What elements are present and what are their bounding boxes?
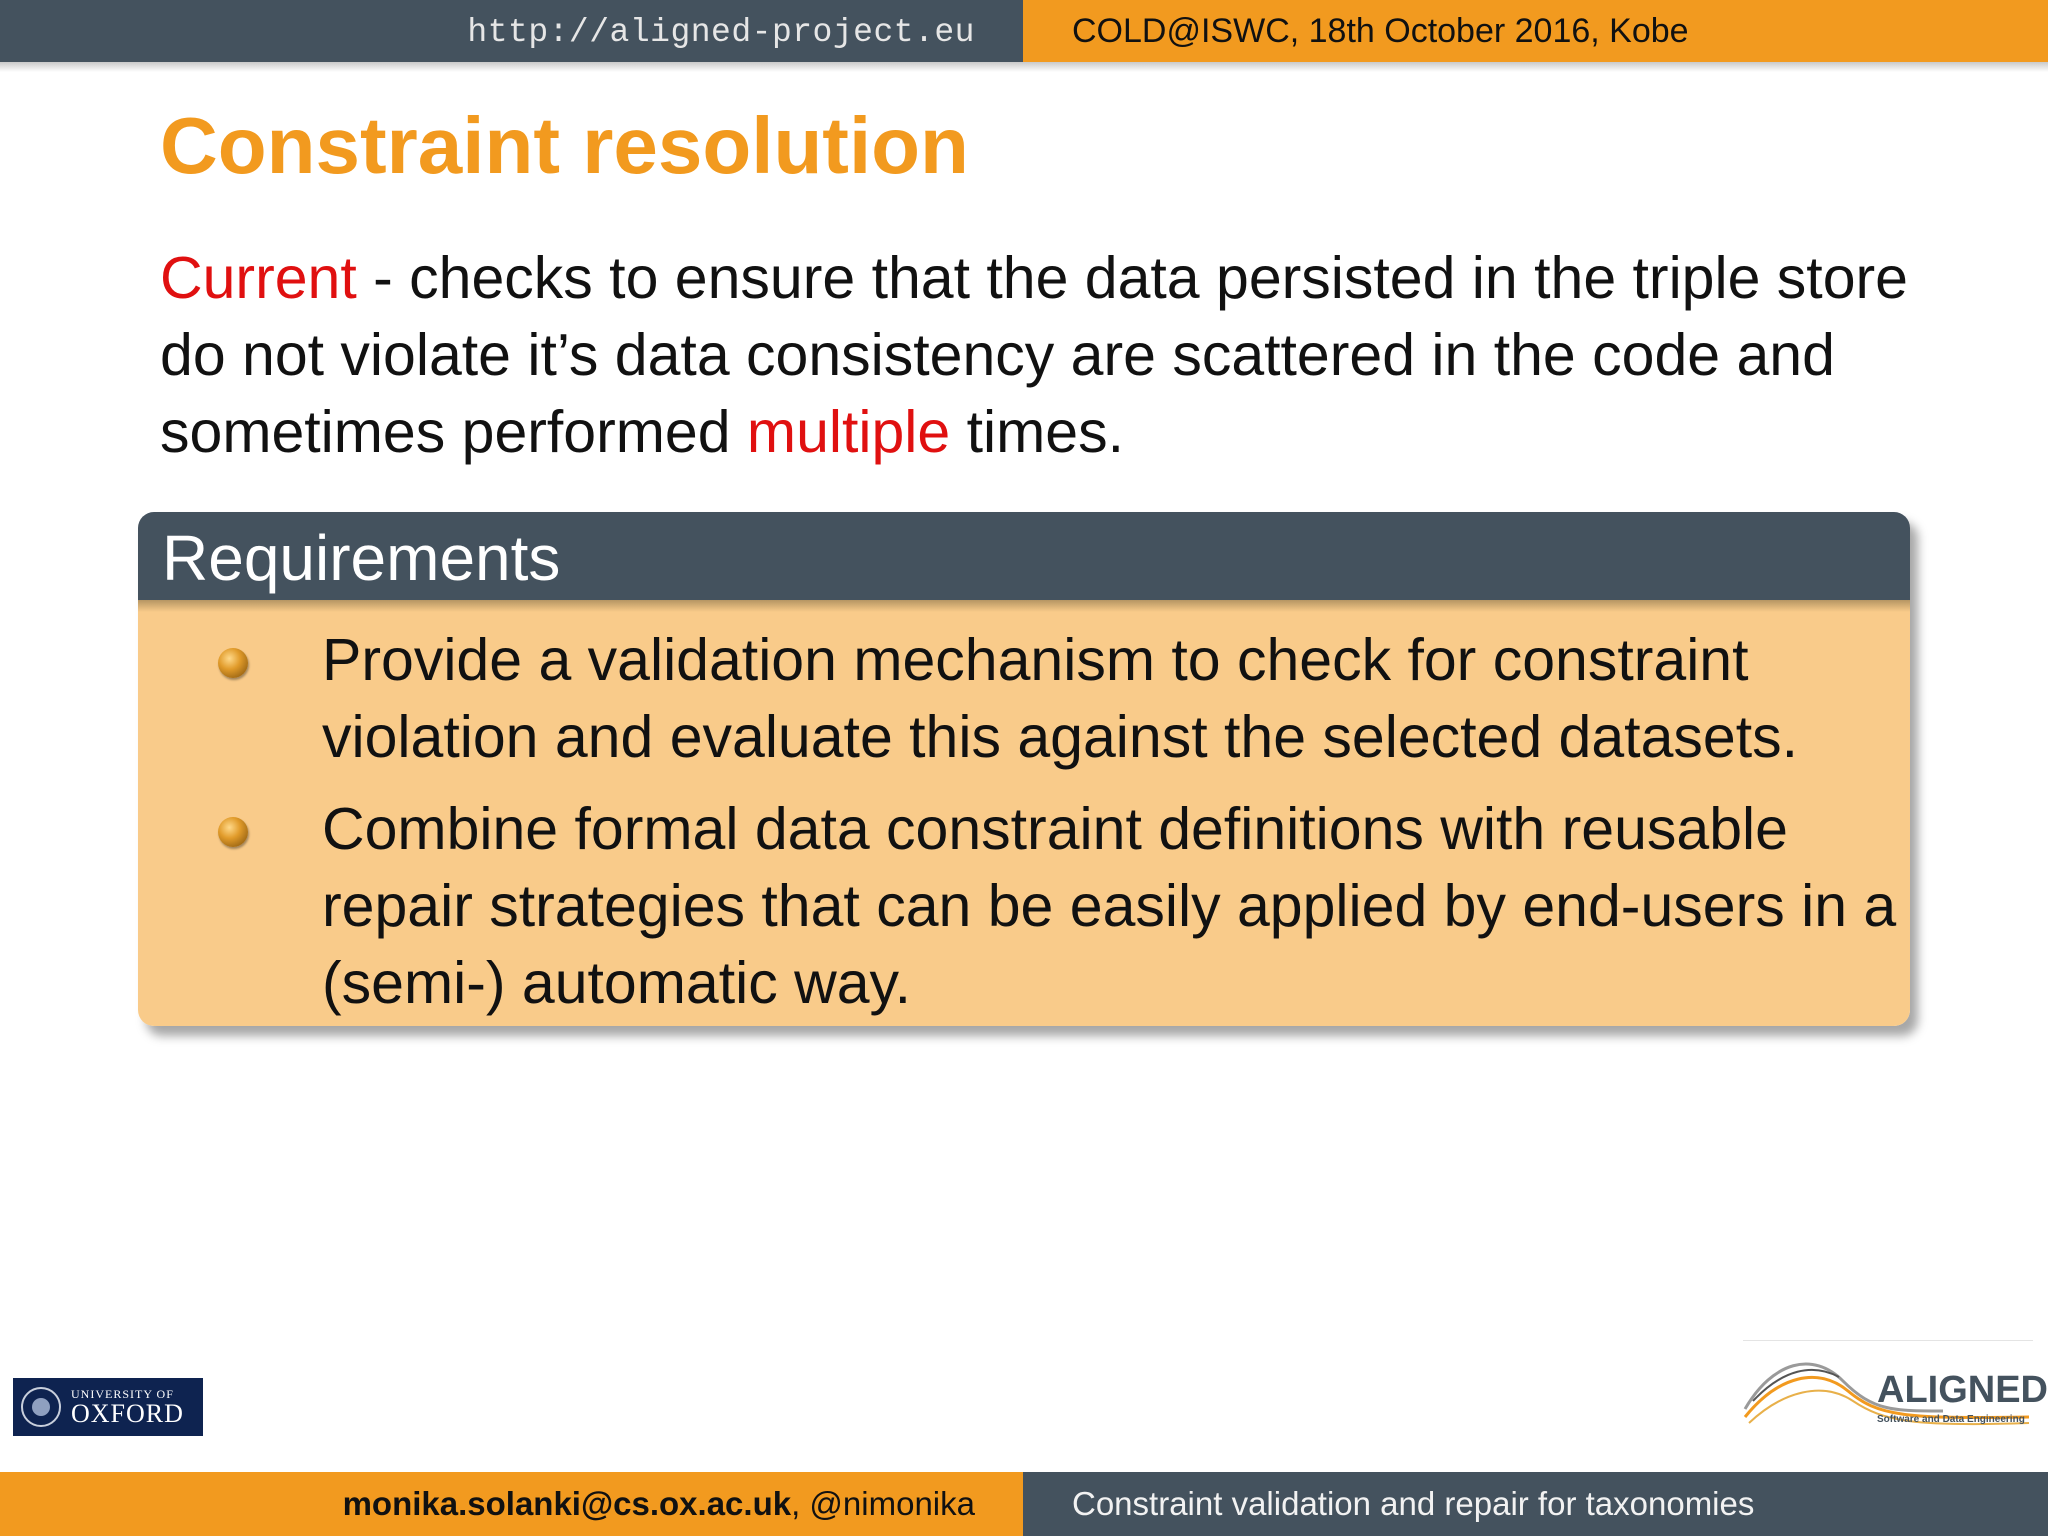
oxford-crest-icon [21, 1387, 61, 1427]
list-item-text: Combine formal data constraint definitions with reusable repair strategies that can be easily applied by end-users in a (semi-) automatic way. [322, 796, 1897, 1016]
author-email-link[interactable]: monika.solanki@cs.ox.ac.uk [342, 1485, 792, 1522]
list-item [218, 622, 1898, 776]
footer-bar [0, 1472, 2048, 1536]
intro-highlight-multiple: multiple [746, 399, 951, 465]
author-handle: , @nimonika [791, 1485, 975, 1522]
intro-paragraph [160, 240, 1920, 471]
requirements-block [138, 512, 1910, 1026]
footer-right [1023, 1472, 2048, 1536]
oxford-small-text: UNIVERSITY OF [71, 1387, 174, 1401]
list-item-text: Provide a validation mechanism to check for constraint violation and evaluate this against the selected datasets. [322, 627, 1798, 770]
header-bar [0, 0, 2048, 62]
slide-title: Constraint resolution [160, 101, 969, 190]
intro-text-2: times. [950, 399, 1124, 465]
list-item [218, 791, 1898, 1022]
requirements-list [218, 622, 1898, 1026]
footer-talk-title: Constraint validation and repair for taxonomies [1072, 1485, 1755, 1522]
intro-text-1: - checks to ensure that the data persisted in the triple store do not violate it’s data consistency are scattered in the code and sometimes performed [160, 245, 1908, 465]
header-conference: COLD@ISWC, 18th October 2016, Kobe [1072, 12, 1689, 50]
footer-author [343, 1485, 975, 1523]
oxford-big-text: OXFORD [71, 1399, 184, 1428]
bullet-ball-icon [218, 817, 248, 847]
oxford-wordmark [71, 1387, 184, 1427]
aligned-wordmark: ALIGNED [1877, 1369, 2048, 1411]
bullet-ball-icon [218, 648, 248, 678]
intro-highlight-current: Current [160, 245, 357, 311]
block-body [138, 612, 1910, 1026]
oxford-logo [13, 1378, 203, 1436]
block-title: Requirements [162, 522, 561, 594]
header-url-link[interactable]: http://aligned-project.eu [467, 14, 975, 51]
block-header-shadow [138, 600, 1910, 612]
block-header [138, 512, 1910, 600]
header-shadow [0, 62, 2048, 72]
aligned-tagline: Software and Data Engineering [1877, 1414, 2025, 1425]
aligned-logo [1743, 1340, 2048, 1440]
header-left [0, 0, 1023, 62]
footer-left [0, 1472, 1023, 1536]
header-right [1023, 0, 2048, 62]
